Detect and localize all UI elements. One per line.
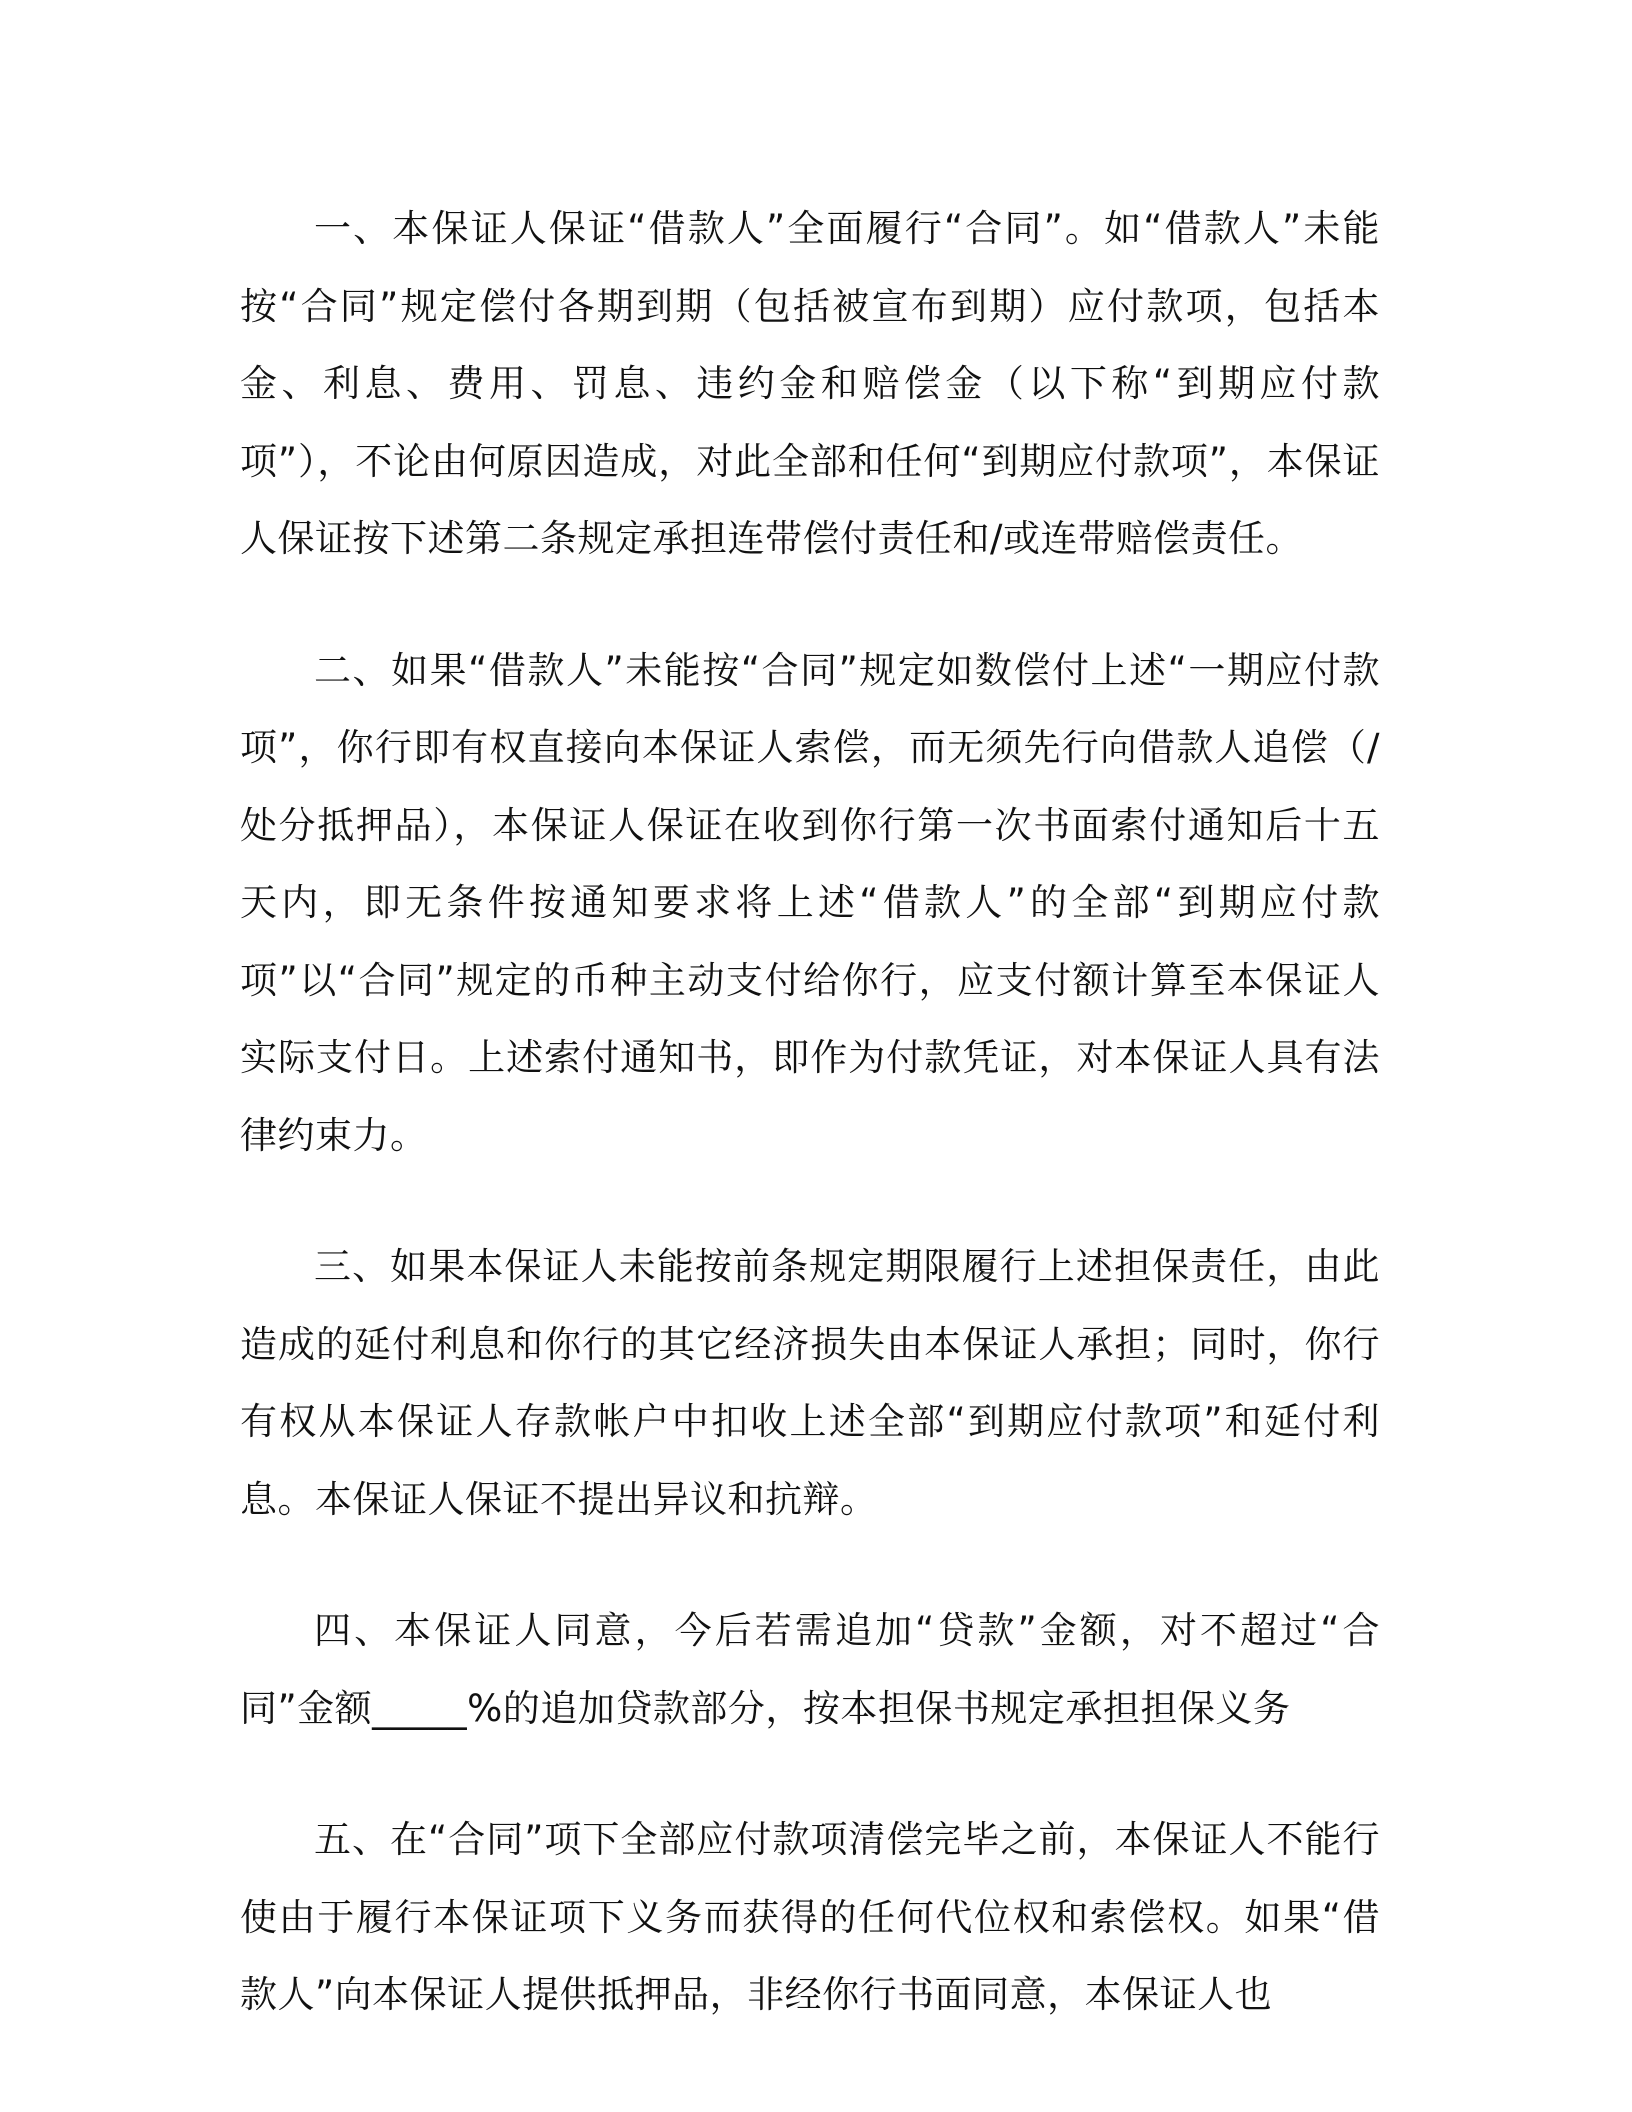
- clause-3: 三、如果本保证人未能按前条规定期限履行上述担保责任，由此造成的延付利息和你行的其它经济损失由本保证人承担；同时，你行有权从本保证人存款帐户中扣收上述全部“到期应付款项”和延付利息。本保证人保证不提出异议和抗辩。: [240, 1245, 1380, 1521]
- clause-1: 一、本保证人保证“借款人”全面履行“合同”。如“借款人”未能按“合同”规定偿付各期到期（包括被宣布到期）应付款项，包括本金、利息、费用、罚息、违约金和赔偿金（以下称“到期应付款项”），不论由何原因造成，对此全部和任何“到期应付款项”，本保证人保证按下述第二条规定承担连带偿付责任和/或连带赔偿责任。: [240, 207, 1380, 560]
- clause-4: 四、本保证人同意，今后若需追加“贷款”金额，对不超过“合同”金额_____%的追加贷款部分，按本担保书规定承担担保义务: [240, 1609, 1380, 1730]
- document-body: [240, 190, 1380, 2034]
- clause-5: 五、在“合同”项下全部应付款项清偿完毕之前，本保证人不能行使由于履行本保证项下义务而获得的任何代位权和索偿权。如果“借款人”向本保证人提供抵押品，非经你行书面同意，本保证人也: [240, 1818, 1380, 2016]
- clause-2: 二、如果“借款人”未能按“合同”规定如数偿付上述“一期应付款项”，你行即有权直接向本保证人索偿，而无须先行向借款人追偿（/处分抵押品），本保证人保证在收到你行第一次书面索付通知后十五天内，即无条件按通知要求将上述“借款人”的全部“到期应付款项”以“合同”规定的币种主动支付给你行，应支付额计算至本保证人实际支付日。上述索付通知书，即作为付款凭证，对本保证人具有法律约束力。: [240, 648, 1380, 1157]
